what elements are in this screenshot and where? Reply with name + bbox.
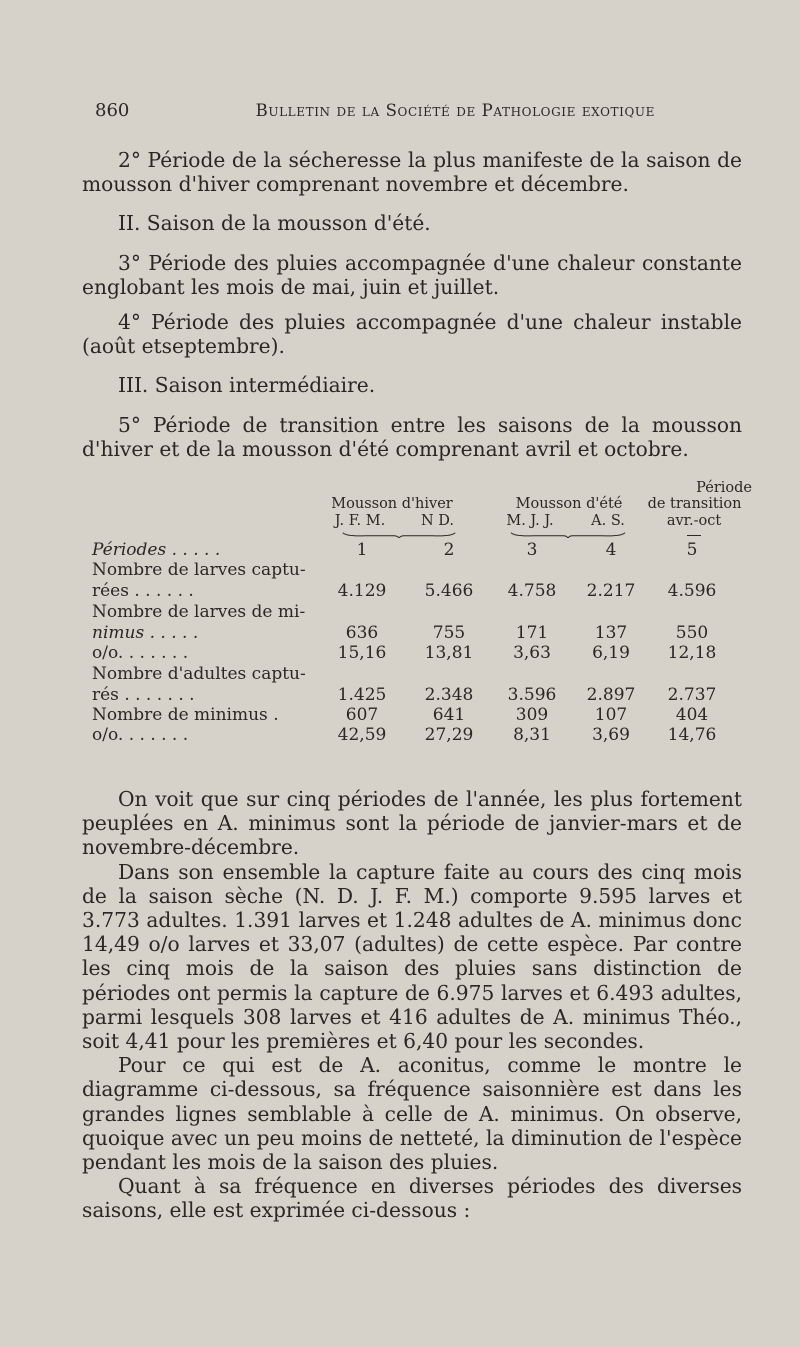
cell: 2 bbox=[443, 540, 455, 560]
cell: 2.217 bbox=[586, 581, 636, 601]
table-row bbox=[92, 581, 752, 601]
intro-text bbox=[82, 148, 742, 461]
header-summer-monsoon: Mousson d'été bbox=[515, 496, 623, 512]
cell: 641 bbox=[432, 705, 466, 725]
cell: 13,81 bbox=[424, 643, 474, 663]
cell: 15,16 bbox=[337, 643, 387, 663]
cell: 5.466 bbox=[424, 581, 474, 601]
cell: 2.897 bbox=[586, 685, 636, 705]
header-transition-2: de transition bbox=[647, 496, 742, 512]
table-row bbox=[92, 664, 752, 684]
row-label: Nombre d'adultes captu- bbox=[92, 664, 306, 684]
paragraph-period-3: 3° Période des pluies accompagnée d'une chaleur constante englobant les mois de mai, juin et juillet. bbox=[82, 250, 742, 299]
subheader-avr-oct: avr.-oct bbox=[666, 513, 722, 529]
cell: 5 bbox=[686, 540, 698, 560]
heading-season-summer: II. Saison de la mousson d'été. bbox=[118, 211, 431, 236]
table-row bbox=[92, 705, 752, 725]
paragraph-minimus-periods: On voit que sur cinq périodes de l'année, les plus fortement peuplées en A. minimus sont la période de janvier-mars et de novembre-décembre. bbox=[82, 787, 742, 860]
cell: 4.129 bbox=[337, 581, 387, 601]
row-label: nimus . . . . . bbox=[92, 623, 199, 643]
body-text bbox=[82, 787, 742, 1223]
running-header bbox=[95, 100, 655, 121]
paragraph-aconitus: Pour ce qui est de A. aconitus, comme le montre le diagramme ci-dessous, sa fréquence saisonnière est dans les grandes lignes semblable à celle de A. minimus. On observe, quoique avec un peu moins de netteté, la diminution de l'espèce pendant les mois de la saison des pluies. bbox=[82, 1053, 742, 1175]
table-row bbox=[92, 602, 752, 622]
cell: 607 bbox=[345, 705, 379, 725]
cell: 107 bbox=[594, 705, 628, 725]
subheader-nd: N D. bbox=[420, 513, 454, 529]
cell: 6,19 bbox=[592, 643, 630, 663]
cell: 27,29 bbox=[424, 725, 474, 745]
header-transition-1: Période bbox=[696, 480, 752, 496]
row-label: rées . . . . . . bbox=[92, 581, 194, 601]
table-row bbox=[92, 623, 752, 643]
row-label: o/o. . . . . . . bbox=[92, 725, 189, 745]
paragraph-dry-season: Dans son ensemble la capture faite au cours des cinq mois de la saison sèche (N. D. J. F. M.) comporte 9.595 larves et 3.773 adultes. 1.391 larves et 1.248 adultes de A. minimus donc 14,49 o/o larves et 33,07 (adultes) de cette espèce. Par contre les cinq mois de la saison des pluies sans distinction de périodes ont permis la capture de 6.975 larves et 6.493 adultes, parmi lesquels 308 larves et 416 adultes de A. minimus Théo., soit 4,41 pour les premières et 6,40 pour les secondes. bbox=[82, 859, 742, 1054]
cell: 3,69 bbox=[592, 725, 630, 745]
cell: 1.425 bbox=[337, 685, 387, 705]
row-label: rés . . . . . . . bbox=[92, 685, 195, 705]
brace-winter bbox=[324, 532, 474, 538]
cell: 171 bbox=[515, 623, 549, 643]
cell: 1 bbox=[356, 540, 368, 560]
cell: 42,59 bbox=[337, 725, 387, 745]
cell: 636 bbox=[345, 623, 379, 643]
cell: 755 bbox=[432, 623, 466, 643]
cell: 3.596 bbox=[507, 685, 557, 705]
cell: 4.596 bbox=[667, 581, 717, 601]
cell: 4.758 bbox=[507, 581, 557, 601]
header-winter-monsoon: Mousson d'hiver bbox=[331, 496, 453, 512]
row-label: o/o. . . . . . . bbox=[92, 643, 189, 663]
paragraph-period-2: 2° Période de la sécheresse la plus manifeste de la saison de mousson d'hiver comprenant novembre et décembre. bbox=[82, 148, 742, 197]
cell: 12,18 bbox=[667, 643, 717, 663]
subheader-mjj: M. J. J. bbox=[506, 513, 554, 529]
paragraph-period-5: 5° Période de transition entre les saisons de la mousson d'hiver et de la mousson d'été comprenant avril et octobre. bbox=[82, 412, 742, 461]
cell: 4 bbox=[605, 540, 617, 560]
table-row bbox=[92, 643, 752, 663]
row-label: Nombre de larves de mi- bbox=[92, 602, 306, 622]
table-row bbox=[92, 540, 752, 560]
cell: 2.737 bbox=[667, 685, 717, 705]
cell: 3,63 bbox=[513, 643, 551, 663]
row-label: Nombre de larves captu- bbox=[92, 560, 306, 580]
cell: 8,31 bbox=[513, 725, 551, 745]
table-row bbox=[92, 560, 752, 580]
table-row bbox=[92, 685, 752, 705]
cell: 309 bbox=[515, 705, 549, 725]
rule-transition bbox=[687, 535, 701, 536]
row-label: Nombre de minimus . bbox=[92, 705, 279, 725]
cell: 14,76 bbox=[667, 725, 717, 745]
heading-season-intermediate: III. Saison intermédiaire. bbox=[118, 373, 376, 398]
cell: 550 bbox=[675, 623, 709, 643]
brace-summer bbox=[492, 532, 644, 538]
paragraph-period-4: 4° Période des pluies accompagnée d'une chaleur instable (août etseptembre). bbox=[82, 310, 742, 359]
page-number: 860 bbox=[95, 100, 130, 121]
cell: 137 bbox=[594, 623, 628, 643]
subheader-as: A. S. bbox=[591, 513, 625, 529]
cell: 404 bbox=[675, 705, 709, 725]
cell: 3 bbox=[526, 540, 538, 560]
subheader-jfm: J. F. M. bbox=[334, 513, 386, 529]
running-title: Bulletin de la Société de Pathologie exotique bbox=[255, 101, 655, 120]
paragraph-frequency: Quant à sa fréquence en diverses périodes des diverses saisons, elle est exprimée ci-dessous : bbox=[82, 1174, 742, 1223]
row-label: Périodes . . . . . bbox=[92, 540, 221, 560]
cell: 2.348 bbox=[424, 685, 474, 705]
table-row bbox=[92, 725, 752, 745]
